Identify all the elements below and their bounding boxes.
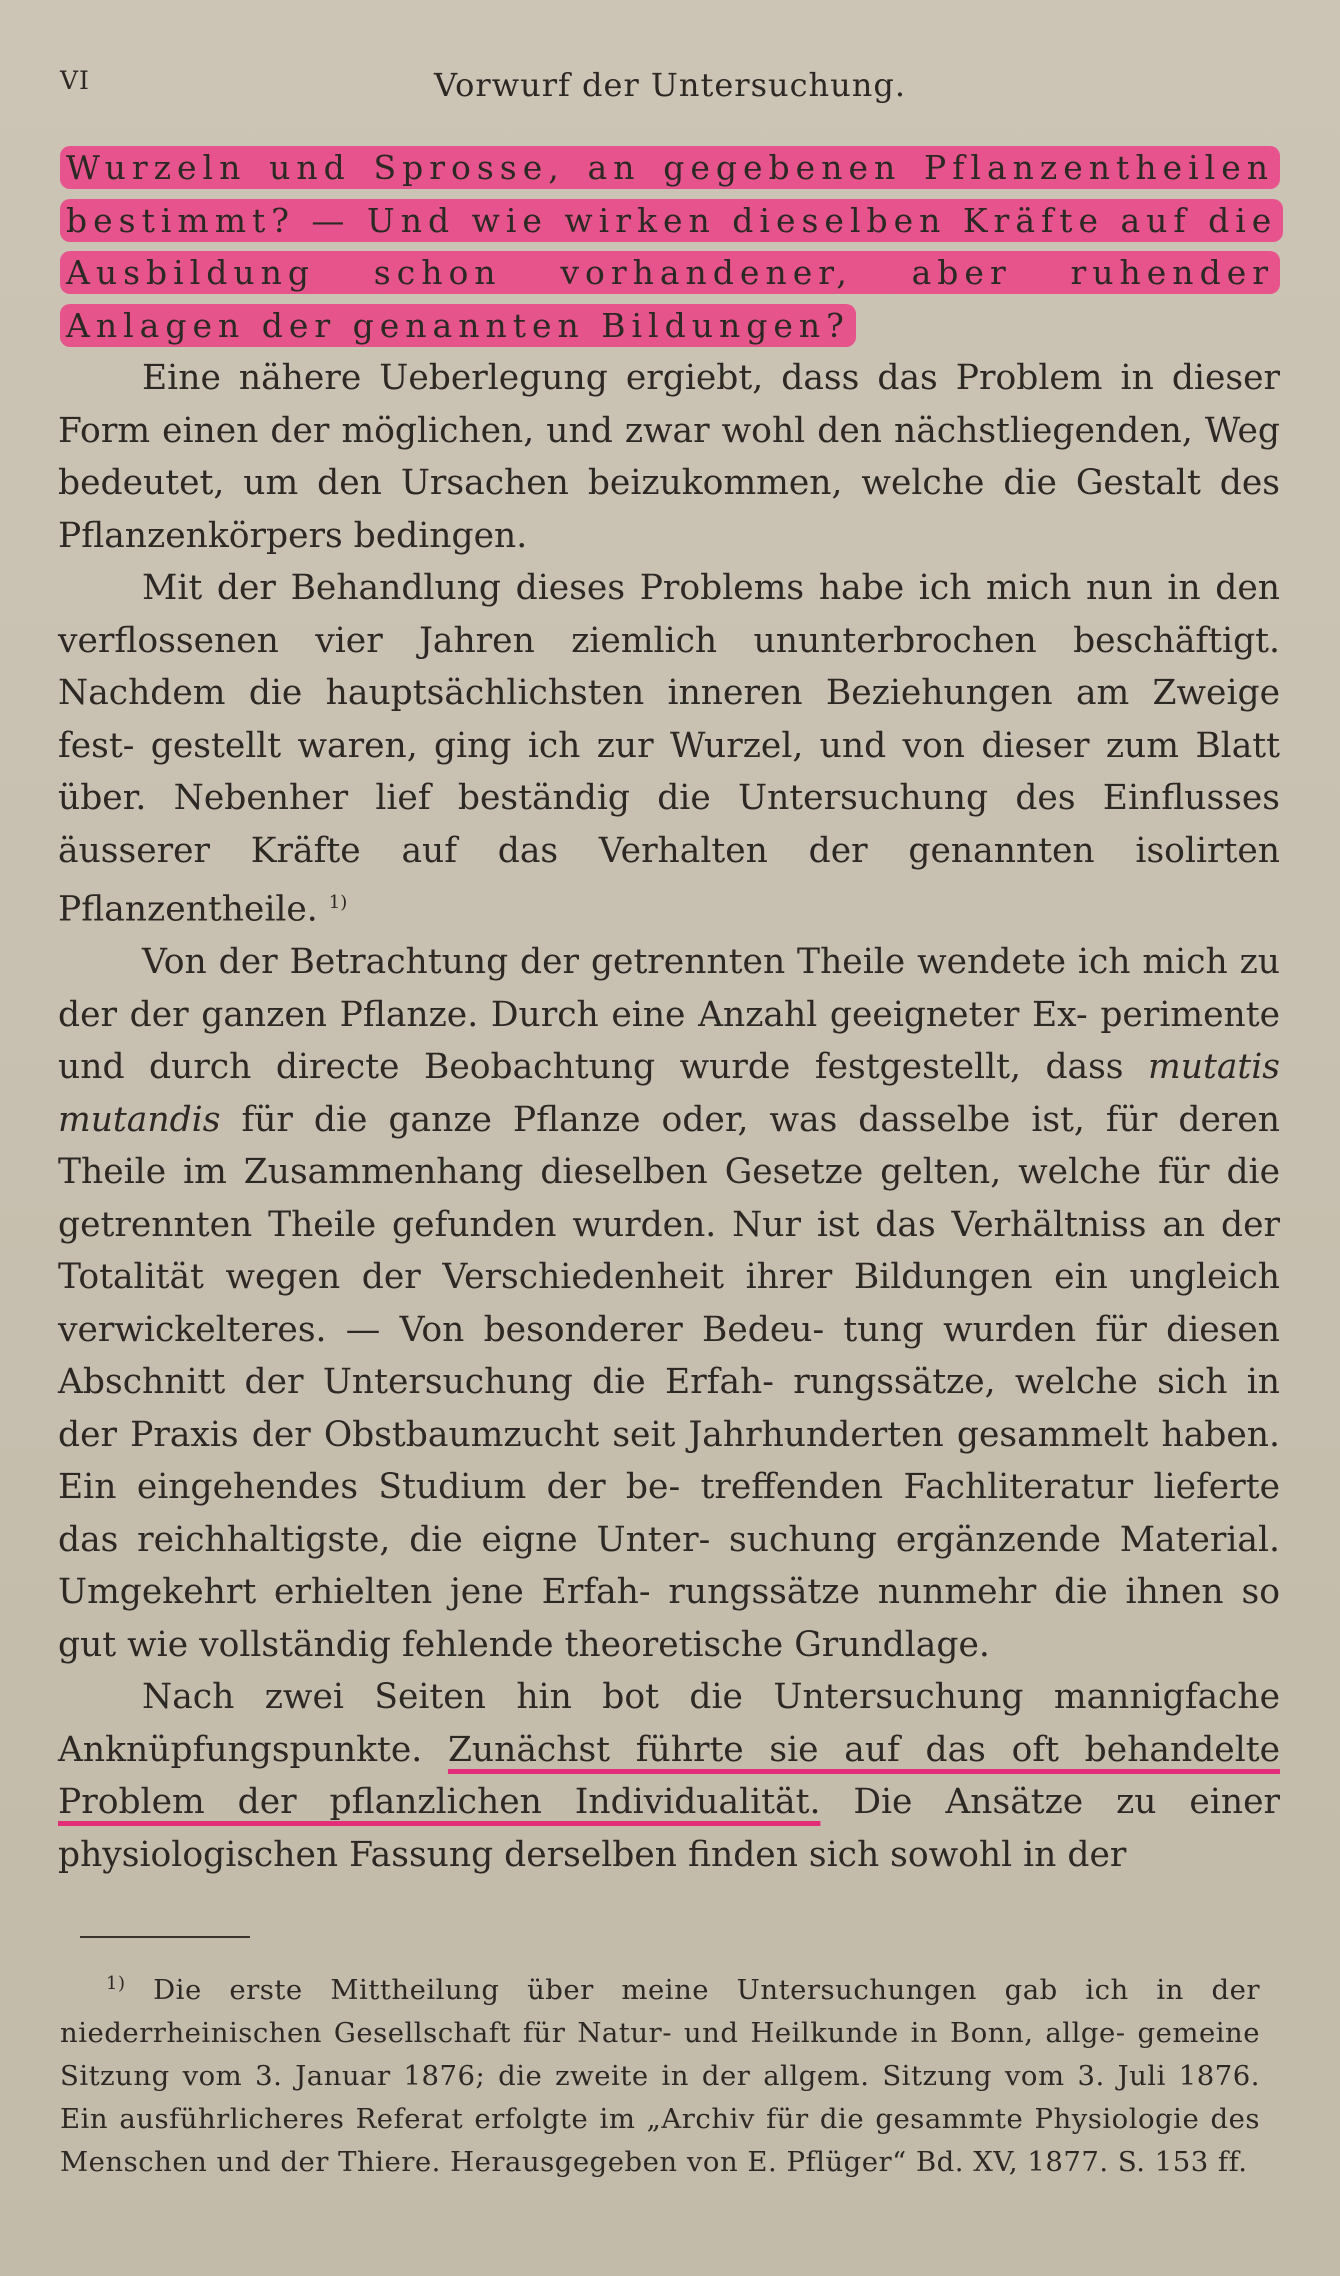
paragraph-text: für die ganze Pflanze oder, was dasselbe ist, für deren Theile im Zusammenhang dieselben Gesetze gelten, welche für die getrennten Theile gefunden wurden. Nur ist das Verhältniss an der Totalität wegen der Verschiedenheit ihrer Bildungen ein ungleich verwickelteres. — Von besonderer Bedeu- tung wurden für diesen Abschnitt der Untersuchung die Erfah- rungssätze, welche sich in der Praxis der Obstbaumzucht seit Jahrhunderten gesammelt haben. Ein eingehendes Studium der be- treffenden Fachliteratur lieferte das reichhaltigste, die eigne Unter- suchung ergänzende Material. Umgekehrt erhielten jene Erfah- rungssätze nunmehr die ihnen so gut wie vollständig fehlende theoretische Grundlage. [58,1099,1281,1665]
paragraph-text: Mit der Behandlung dieses Problems habe ich mich nun in den verflossenen vier Jahren ziemlich ununterbrochen beschäftigt. Nachdem die hauptsächlichsten inneren Beziehungen am Zweige fest- gestellt waren, ging ich zur Wurzel, und von dieser zum Blatt über. Nebenher lief beständig die Untersuchung des Einflusses äusserer Kräfte auf das Verhalten der genannten isolirten Pflanzentheile. [58,568,1280,930]
paragraph-text: Von der Betrachtung der getrennten Theile wendete ich mich zu der der ganzen Pflanze. Durch eine Anzahl geeigneter Ex- perimente und durch directe Beobachtung wurde festgestellt, dass [58,942,1280,1087]
pink-highlighted-passage: Wurzeln und Sprosse, an gegebenen Pflanzentheilen bestimmt? — Und wie wirken dieselben Kräfte auf die Ausbildung schon vorhandener, aber ruhender Anlagen der genannten Bildungen? [60,146,1283,347]
footnote-text: Die erste Mittheilung über meine Untersuchungen gab ich in der niederrheinischen Gesellschaft für Natur- und Heilkunde in Bonn, allge- gemeine Sitzung vom 3. Januar 1876; die zweite in der allgem. Sitzung vom 3. Juli 1876. Ein ausführlicheres Referat erfolgte im „Archiv für die gesammte Physiologie des Menschen und der Thiere. Herausgegeben von E. Pflüger“ Bd. XV, 1877. S. 153 ff. [60,1974,1260,2179]
footnote-marker: 1) [106,1973,126,1994]
pink-underlined-passage: Zunächst führte sie auf das oft behandelte Problem der pflanzlichen Individualität. [58,1729,1281,1822]
footnote-reference[interactable]: 1) [328,892,348,913]
page-header [58,62,1282,112]
footnotes [60,1962,1260,2184]
paragraph-highlighted [60,142,1280,352]
footnote-divider [80,1936,250,1938]
paragraph [58,562,1280,936]
paragraph [58,1671,1280,1881]
footnote [60,1962,1260,2184]
body-text [58,142,1280,1881]
page-number: VI [60,66,90,95]
italic-phrase: mutatis mutandis [58,1047,1280,1140]
paragraph [58,936,1280,1671]
paragraph-text: Nach zwei Seiten hin bot die Untersuchung mannigfache Anknüpfungspunkte. [58,1677,1280,1770]
paragraph: Eine nähere Ueberlegung ergiebt, dass das Problem in dieser Form einen der möglichen, und zwar wohl den nächstliegenden, Weg bedeutet, um den Ursachen beizukommen, welche die Gestalt des Pflanzenkörpers bedingen. [58,358,1280,556]
paragraph-text: Die Ansätze zu einer physiologischen Fassung derselben finden sich sowohl in der [58,1782,1281,1875]
running-title: Vorwurf der Untersuchung. [433,66,907,104]
